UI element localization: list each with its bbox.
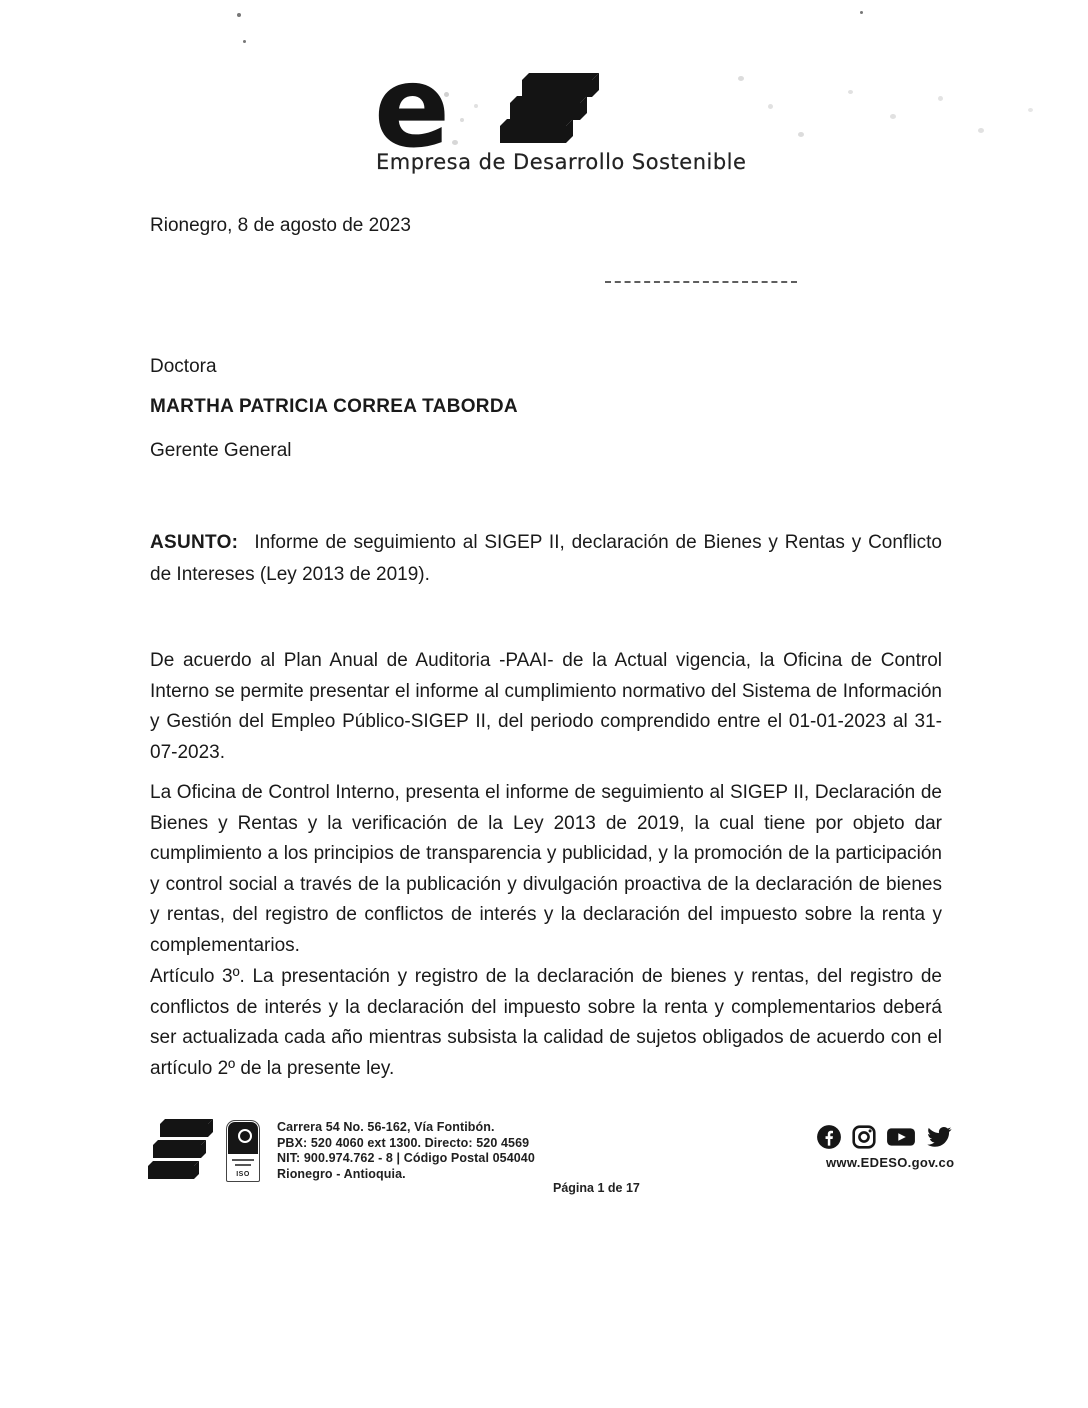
subject-line bbox=[150, 527, 942, 591]
letter-date: Rionegro, 8 de agosto de 2023 bbox=[150, 215, 411, 236]
recipient-title: Gerente General bbox=[150, 440, 292, 461]
edeso-logo-tagline: Empresa de Desarrollo Sostenible bbox=[376, 150, 747, 174]
footer-website: www.EDESO.gov.co bbox=[826, 1155, 955, 1170]
address-line: PBX: 520 4060 ext 1300. Directo: 520 4569 bbox=[277, 1135, 530, 1150]
instagram-icon bbox=[851, 1124, 877, 1150]
edeso-logo-bars-icon bbox=[488, 70, 608, 154]
certification-seal-icon bbox=[226, 1120, 260, 1182]
scan-artifact bbox=[237, 13, 241, 17]
subject-text: Informe de seguimiento al SIGEP II, declaración de Bienes y Rentas y Conflicto de Intereses (Ley 2013 de 2019). bbox=[150, 532, 942, 585]
page-number: Página 1 de 17 bbox=[553, 1181, 640, 1195]
edeso-logo-letter: e bbox=[374, 43, 446, 173]
seal-label: ISO bbox=[236, 1171, 250, 1178]
address-line: NIT: 900.974.762 - 8 | Código Postal 054040 bbox=[277, 1151, 535, 1165]
address-line: Carrera 54 No. 56-162, Vía Fontibón. bbox=[277, 1120, 495, 1134]
social-icons-row bbox=[816, 1124, 953, 1150]
body-paragraph: De acuerdo al Plan Anual de Auditoria -PAAI- de la Actual vigencia, la Oficina de Control Interno se permite presentar el informe al cumplimiento normativo del Sistema de Información y Gestión del Empleo Público-SIGEP II, del periodo comprendido entre el 01-01-2023 al 31-07-2023. bbox=[150, 650, 942, 763]
youtube-icon bbox=[886, 1124, 916, 1150]
scan-artifact bbox=[860, 11, 863, 14]
footer-address-block bbox=[277, 1120, 535, 1182]
twitter-icon bbox=[925, 1124, 953, 1150]
facebook-icon bbox=[816, 1124, 842, 1150]
scan-artifact bbox=[243, 40, 246, 43]
body-paragraph: La Oficina de Control Interno, presenta el informe de seguimiento al SIGEP II, Declaración de Bienes y Rentas y la verificación de la Ley 2013 de 2019, la cual tiene por objeto dar cumplimiento a los principios de transparencia y publicidad, y la promoción de la participación y control social a través de la publicación y divulgación proactiva de la declaración de bienes y rentas, del registro de conflictos de interés y la declaración del impuesto sobre la renta y complementarios. bbox=[150, 782, 942, 956]
subject-label: ASUNTO: bbox=[150, 532, 239, 553]
edeso-footer-logo-icon bbox=[146, 1116, 222, 1194]
scan-dashed-line-artifact bbox=[605, 281, 797, 283]
address-line: Rionegro - Antioquia. bbox=[277, 1166, 406, 1181]
recipient-salutation: Doctora bbox=[150, 356, 217, 377]
recipient-name: MARTHA PATRICIA CORREA TABORDA bbox=[150, 396, 518, 417]
body-paragraph: Artículo 3º. La presentación y registro de la declaración de bienes y rentas, del registro de conflictos de interés y la declaración del impuesto sobre la renta y complementarios deberá ser actualizada cada año mientras subsista la calidad de sujetos obligados de acuerdo con el artículo 2º de la presente ley. bbox=[150, 966, 942, 1079]
